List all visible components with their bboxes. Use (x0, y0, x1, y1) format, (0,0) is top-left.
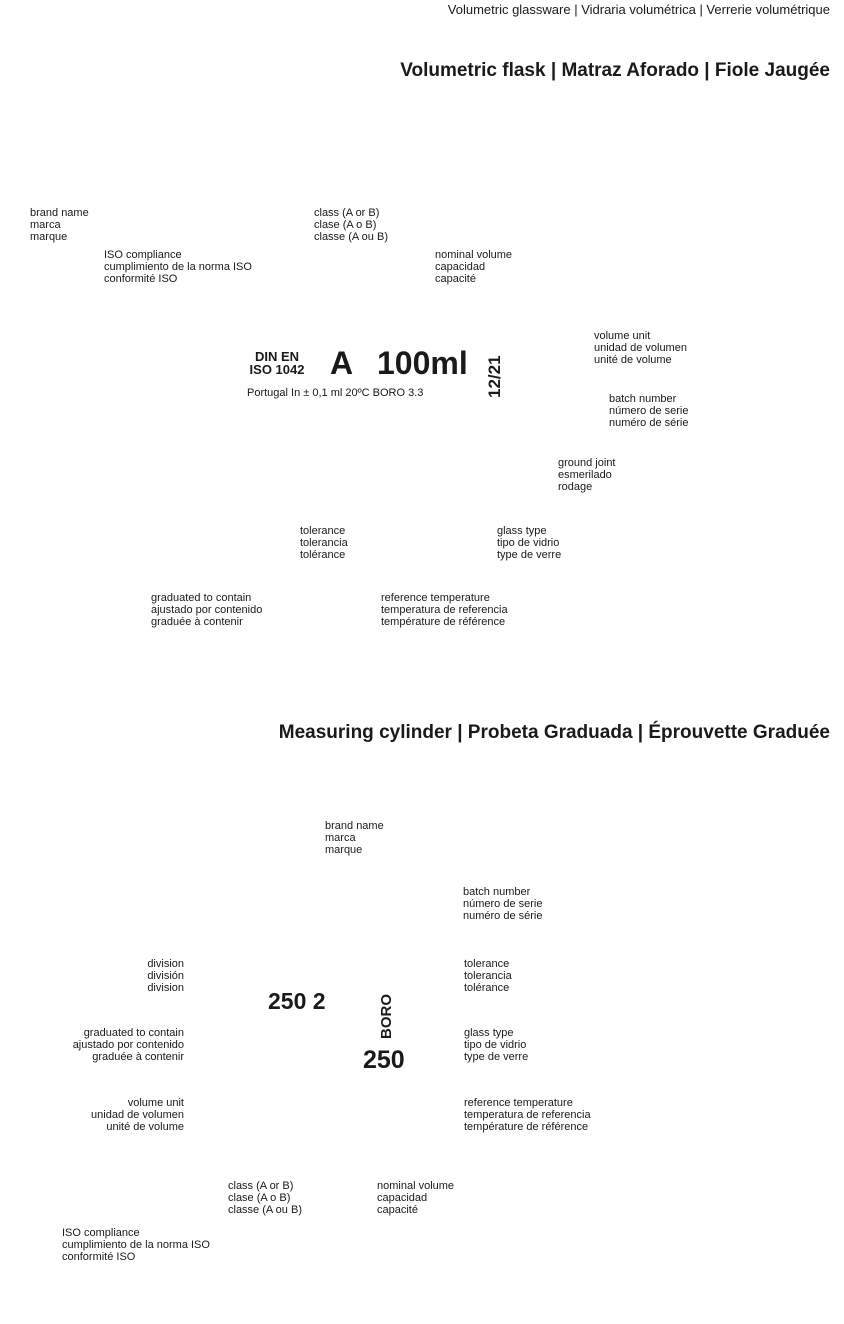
cylinder-label-division: division división division (147, 958, 184, 995)
cylinder-label-reference-temperature: reference temperature temperatura de referencia température de référence (464, 1097, 591, 1134)
flask-label-ground-joint: ground joint esmerilado rodage (558, 457, 616, 494)
cylinder-label-glass-type: glass type tipo de vidrio type de verre (464, 1027, 529, 1064)
cylinder-marking-vertical: BORO (378, 994, 395, 1039)
flask-label-glass-type: glass type tipo de vidrio type de verre (497, 525, 562, 562)
cylinder-label-brand-name: brand name marca marque (325, 820, 384, 857)
flask-label-nominal-volume: nominal volume capacidad capacité (435, 249, 513, 286)
cylinder-label-batch-number: batch number número de serie numéro de série (463, 886, 543, 923)
flask-label-volume-unit: volume unit unidad de volumen unité de volume (594, 330, 687, 367)
flask-label-batch-number: batch number número de serie numéro de série (609, 393, 689, 430)
flask-label-reference-temperature: reference temperature temperatura de referencia température de référence (381, 592, 508, 629)
cylinder-marking-top-line: 250 2 (268, 988, 326, 1014)
flask-marking-batch: 12/21 (485, 355, 504, 398)
flask-label-graduated-to-contain: graduated to contain ajustado por contenido graduée à contenir (151, 592, 263, 629)
flask-label-iso-compliance: ISO compliance cumplimiento de la norma ISO conformité ISO (104, 249, 252, 286)
cylinder-label-graduated-to-contain: graduated to contain ajustado por contenido graduée à contenir (72, 1027, 184, 1064)
flask-marking-standard: DIN EN ISO 1042 (249, 349, 305, 377)
cylinder-label-volume-unit: volume unit unidad de volumen unité de volume (91, 1097, 184, 1134)
page-header: Volumetric glassware | Vidraria volumétrica | Verrerie volumétrique (447, 2, 830, 17)
cylinder-label-tolerance: tolerance tolerancia tolérance (464, 958, 512, 995)
cylinder-label-class: class (A or B) clase (A o B) classe (A ou B) (228, 1180, 302, 1217)
flask-marking-class: A (330, 345, 354, 381)
cylinder-marking-volume: 250 (363, 1046, 405, 1074)
flask-marking-bottom-line: Portugal In ± 0,1 ml 20ºC BORO 3.3 (247, 387, 424, 399)
flask-label-tolerance: tolerance tolerancia tolérance (300, 525, 348, 562)
flask-label-class: class (A or B) clase (A o B) classe (A ou B) (314, 207, 388, 244)
cylinder-title: Measuring cylinder | Probeta Graduada | Éprouvette Graduée (278, 722, 830, 743)
cylinder-label-nominal-volume: nominal volume capacidad capacité (377, 1180, 455, 1217)
flask-marking-volume: 100ml (377, 345, 468, 381)
cylinder-label-iso-compliance: ISO compliance cumplimiento de la norma ISO conformité ISO (62, 1227, 210, 1264)
flask-title: Volumetric flask | Matraz Aforado | Fiole Jaugée (400, 60, 830, 81)
flask-label-brand-name: brand name marca marque (30, 207, 89, 244)
